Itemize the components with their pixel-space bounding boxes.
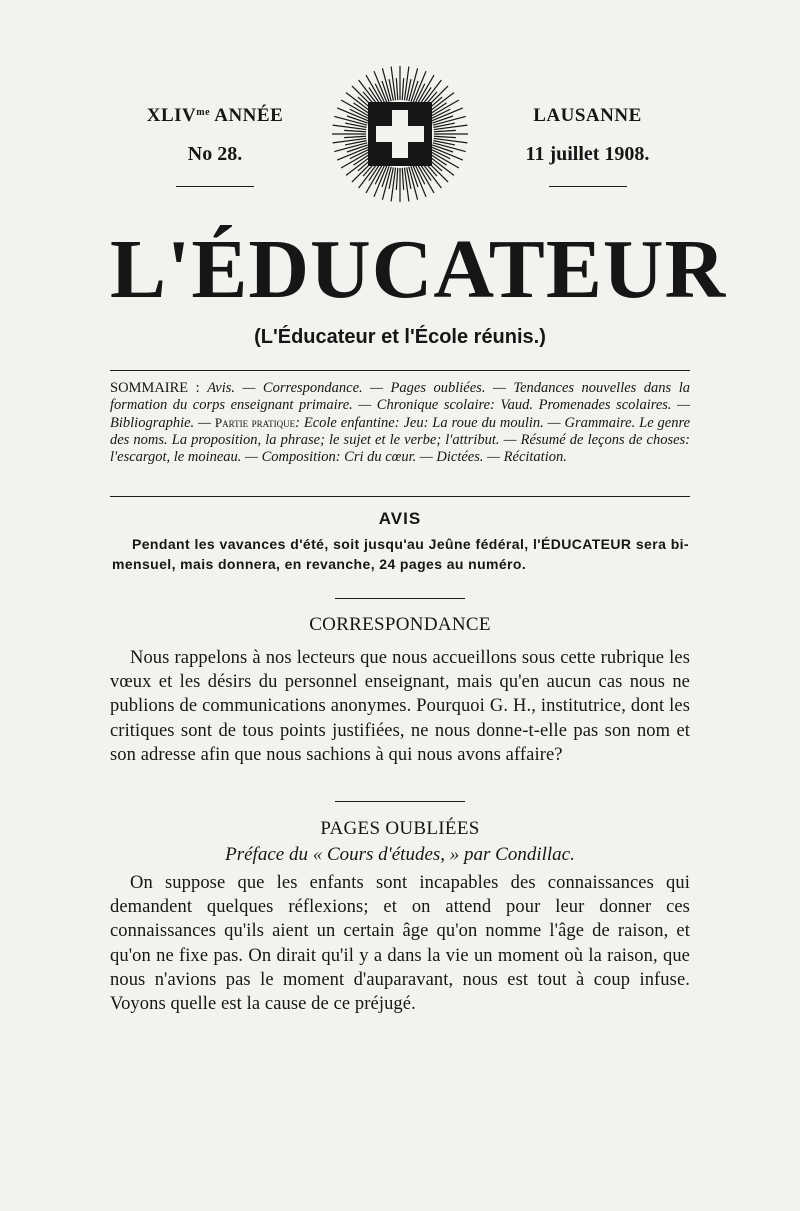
sommaire-label: SOMMAIRE : — [110, 380, 208, 396]
sommaire — [110, 380, 690, 466]
pages-oubliees-text: On suppose que les enfants sont incapables des connaissances qui demandent quelques réflexions; et on attend pour leur donner ces connaissances qu'ils aient un certain âge qu'on nomme l'âge de raison, et qu'on ne fixe pas. On dirait qu'il y a dans la vie un moment où la raison, que nous n'avions pas le moment d'auparavant, nous est tout à coup infuse. Voyons quelle est la cause de ce préjugé. — [110, 873, 690, 1015]
pages-oubliees-subheading: Préface du « Cours d'études, » par Condillac. — [225, 844, 575, 865]
sommaire-partie-pratique: Partie pratique — [214, 415, 296, 430]
swiss-cross-radiant-icon — [330, 64, 470, 204]
masthead-title: L'ÉDUCATEUR — [110, 223, 727, 316]
masthead-subtitle: (L'Éducateur et l'École réunis.) — [254, 326, 546, 348]
header-left — [130, 105, 300, 187]
correspondance-text: Nous rappelons à nos lecteurs que nous accueillons sous cette rubrique les vœux et les désirs du personnel enseignant, mais qu'en aucun cas nous ne publions de communications anonymes. Pourquoi G. H., institutrice, dont les critiques sont de tous points justifiées, ne nous donne-t-elle pas son nom et son adresse afin que nous sachions à qui nous avons affaire? — [110, 648, 690, 765]
header-right — [500, 105, 675, 187]
issue-date: 11 juillet 1908. — [525, 143, 650, 165]
avis-text: Pendant les vavances d'été, soit jusqu'au Jeûne fédéral, l'ÉDUCATEUR sera bi-mensuel, mais donnera, en revanche, 24 pages au numéro. — [112, 536, 689, 572]
rule-after-correspondance — [335, 801, 465, 802]
avis-heading: AVIS — [378, 509, 422, 528]
rule-after-sommaire — [110, 496, 690, 497]
rule-top — [110, 370, 690, 371]
city-label: LAUSANNE — [533, 105, 642, 126]
sommaire-part1: Avis. — Correspondance. — Pages oubliées. — Tendances nouvelles dans la formation du corps enseignant primaire. — Chronique scolaire: Vaud. Promenades scolaires. — Bibliographie. — — [110, 380, 690, 431]
year-word: ANNÉE — [210, 105, 284, 126]
issue-number: No 28. — [187, 143, 243, 165]
correspondance-heading: CORRESPONDANCE — [309, 614, 491, 635]
sommaire-part2: : Ecole enfantine: Jeu: La roue du moulin. — Grammaire. Le genre des noms. La proposition, la phrase; le sujet et le verbe; l'attribut. — Résumé de leçons de choses: l'escargot, le moineau. — Composition: Cri du cœur. — Dictées. — Récitation. — [110, 415, 691, 465]
year-roman: XLIV — [146, 105, 197, 126]
pages-oubliees-heading: PAGES OUBLIÉES — [320, 818, 480, 839]
rule-after-avis — [335, 598, 465, 599]
year-sup: me — [196, 107, 211, 118]
year-label — [130, 105, 300, 131]
header-right-rule — [549, 186, 627, 187]
header-left-rule — [176, 186, 254, 187]
